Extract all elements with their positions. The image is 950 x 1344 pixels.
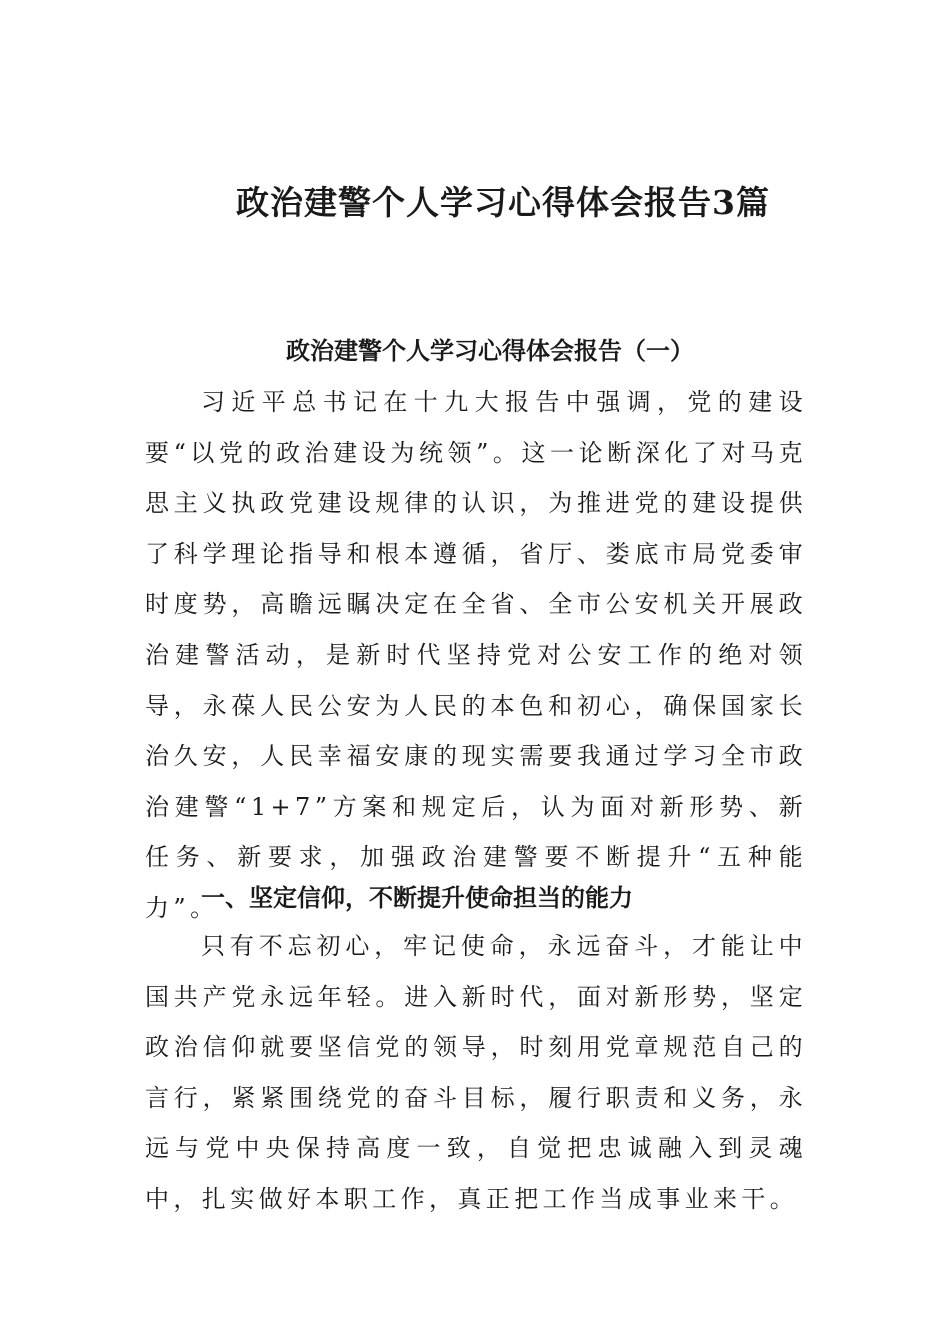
section-title: 政治建警个人学习心得体会报告（一） bbox=[286, 336, 694, 365]
document-title: 政治建警个人学习心得体会报告3篇 bbox=[236, 183, 770, 222]
body-paragraph-2: 只有不忘初心，牢记使命，永远奋斗，才能让中国共产党永远年轻。进入新时代，面对新形势，坚定政治信仰就要坚信党的领导，时刻用党章规范自己的言行，紧紧围绕党的奋斗目标，履行职责和义务，永远与党中央保持高度一致，自觉把忠诚融入到灵魂中，扎实做好本职工作，真正把工作当成事业来干。 bbox=[145, 932, 807, 1213]
body-paragraph-1: 习近平总书记在十九大报告中强调，党的建设要“以党的政治建设为统领”。这一论断深化了对马克思主义执政党建设规律的认识，为推进党的建设提供了科学理论指导和根本遵循，省厅、娄底市局党委审时度势，高瞻远瞩决定在全省、全市公安机关开展政治建警活动，是新时代坚持党对公安工作的绝对领导，永葆人民公安为人民的本色和初心，确保国家长治久安，人民幸福安康的现实需要我通过学习全市政治建警“1+7”方案和规定后，认为面对新形势、新任务、新要求，加强政治建警要不断提升“五种能力”。 bbox=[145, 388, 807, 922]
subheading-1: 一、坚定信仰，不断提升使命担当的能力 bbox=[201, 883, 633, 912]
